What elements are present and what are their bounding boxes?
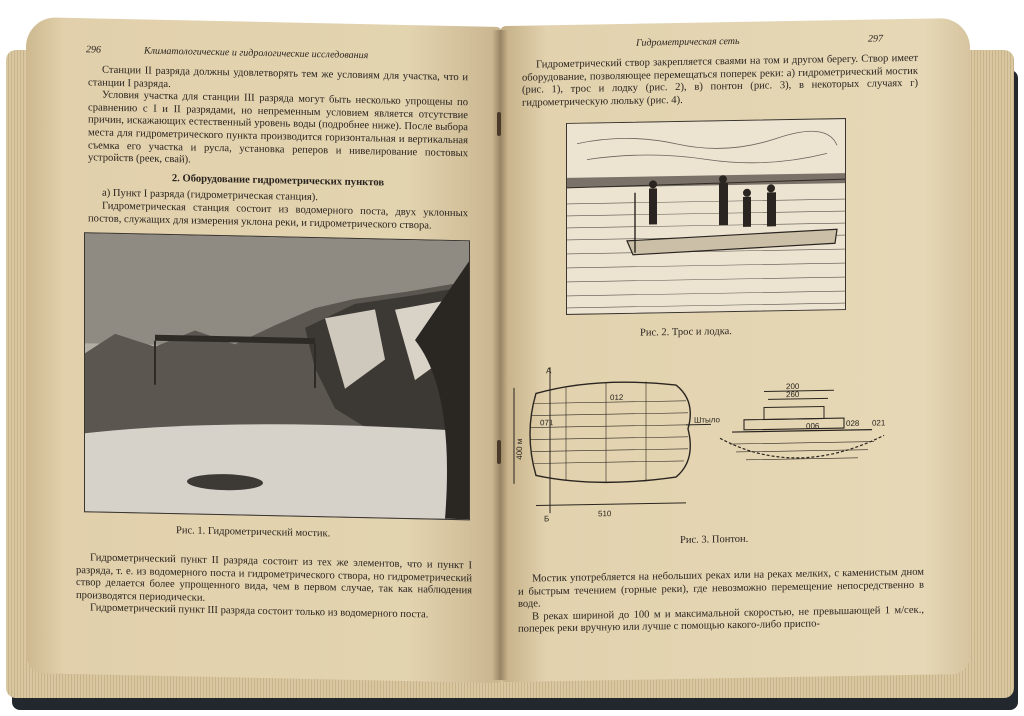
right-page xyxy=(500,18,970,682)
paragraph: Станции II разряда должны удовлетворять тем же условиям для участка, что и станции I разряда. xyxy=(88,64,468,90)
paragraph: Гидрометрический пункт II разряда состоит из тех же элементов, что и пункт I разряда, т. е. из водомерного поста и гидрометрического створа, но гидрометрический створ делается более упрощенного вида, чем в первом случае, так как наблюдения производятся периодически. xyxy=(76,552,472,604)
right-top-text xyxy=(522,53,918,110)
figure-1-caption: Рис. 1. Гидрометрический мостик. xyxy=(176,525,331,540)
fig3-label-shpil: Штыло xyxy=(694,415,720,425)
left-intro-text xyxy=(88,64,468,233)
binding-stitch xyxy=(497,112,501,136)
left-page xyxy=(26,17,502,683)
binding-stitch xyxy=(497,440,501,464)
fig3-label-510: 510 xyxy=(598,509,612,519)
left-running-head xyxy=(86,44,368,61)
figure-2-drawing xyxy=(566,118,846,315)
left-running-head-title: Климатологические и гидрологические исследования xyxy=(144,45,369,62)
figure-1-illustration xyxy=(85,233,469,519)
left-bottom-text xyxy=(76,552,472,623)
fig3-label-021: 021 xyxy=(872,418,886,428)
figure-2-illustration xyxy=(567,119,845,314)
section-heading: 2. Оборудование гидрометрических пунктов xyxy=(171,172,385,189)
paragraph: Гидрометрический створ закрепляется сваями на том и другом берегу. Створ имеет оборудование, позволяющее перемещаться поперек реки: а) гидрометрический мостик (рис. 1), трос и лодку (рис. 2), в) понтон (рис. 3), в некоторых случаях г) гидрометрическую люльку (рис. 4). xyxy=(522,52,918,109)
paragraph: Мостик употребляется на небольших реках или на реках мелких, с каменистым дном и быстрым течением (горные реки), где невозможно перемещение непосредственно в воде. xyxy=(518,566,924,610)
fig3-label-400: 400 м xyxy=(515,438,524,460)
right-bottom-text xyxy=(518,567,924,637)
paragraph: В реках шириной до 100 м и максимальной скоростью, не превышающей 1 м/сек., поперек реки вручную или лучше с помощью какого-либо приспо- xyxy=(518,604,924,636)
paragraph: Гидрометрический пункт III разряда состоит только из водомерного поста. xyxy=(90,602,429,621)
paragraph: Условия участка для станции III разряда могут быть несколько упрощены по сравнению с I и II разрядами, но непременным условием является отсутствие причин, искажающих естественный уровень воды (подробнее ниже). После выбора места для гидрометрического пункта производится горизонтальная и вертикальная съемка его участка и русла, установка реперов и нивелирование постовых устройств (реек, свай). xyxy=(88,89,468,166)
right-running-head-title: Гидрометрическая сеть xyxy=(636,35,740,49)
fig3-label-006: 006 xyxy=(806,421,820,431)
figure-3-diagram xyxy=(506,357,906,524)
fig3-label-012: 012 xyxy=(610,392,624,403)
fig3-label-200: 200 xyxy=(786,381,800,392)
left-page-number: 296 xyxy=(86,44,101,56)
fig3-label-b: Б xyxy=(544,514,550,524)
figure-3-illustration xyxy=(506,357,906,524)
figure-1-photo xyxy=(84,232,470,520)
paragraph: а) Пункт I разряда (гидрометрическая станция). xyxy=(102,187,318,204)
figure-3-caption: Рис. 3. Понтон. xyxy=(680,533,749,546)
fig3-label-a: А xyxy=(546,366,552,376)
fig3-label-071: 071 xyxy=(540,418,554,428)
right-running-head xyxy=(636,36,740,49)
paragraph: Гидрометрическая станция состоит из водомерного поста, двух уклонных постов, служащих для измерения уклона реки, и гидрометрического створа. xyxy=(88,200,468,232)
right-page-number: 297 xyxy=(868,33,883,45)
fig3-label-260: 260 xyxy=(786,389,800,400)
fig3-label-028: 028 xyxy=(846,418,860,429)
figure-2-caption: Рис. 2. Трос и лодка. xyxy=(640,326,732,339)
